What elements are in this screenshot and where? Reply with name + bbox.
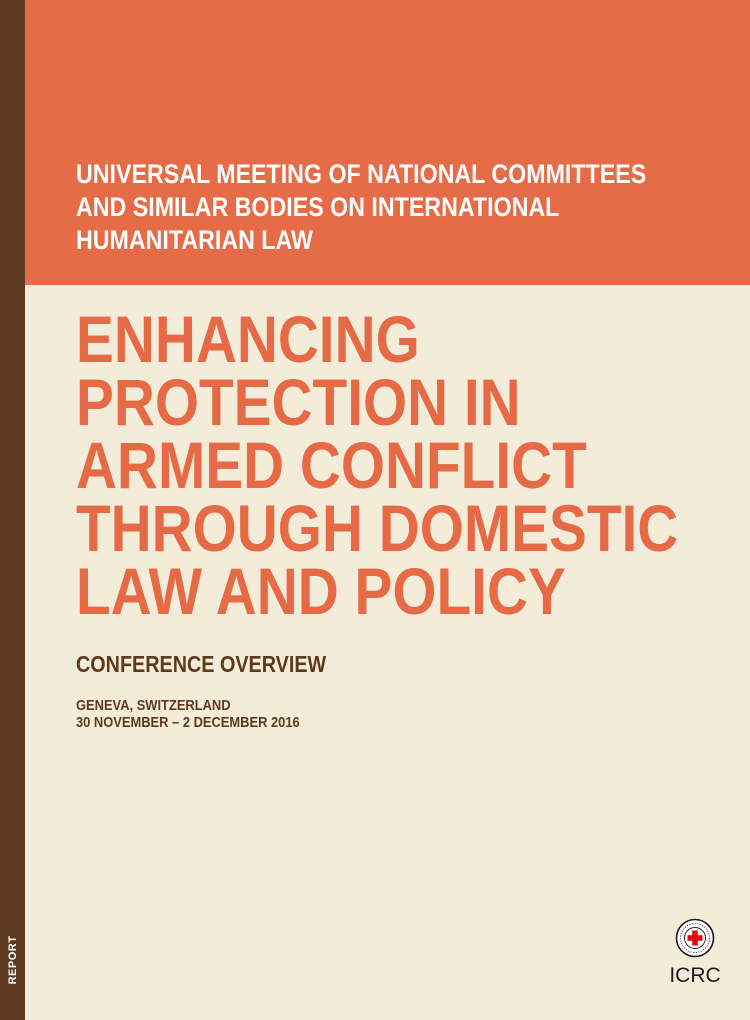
series-title	[76, 158, 647, 257]
series-title-line: UNIVERSAL MEETING OF NATIONAL COMMITTEES	[76, 159, 647, 189]
main-title-line: ENHANCING	[76, 302, 420, 376]
main-title-line: ARMED CONFLICT	[76, 428, 587, 502]
main-title	[76, 302, 679, 628]
red-cross-emblem-icon	[675, 918, 715, 958]
logo-text: ICRC	[669, 964, 721, 987]
event-details	[76, 697, 300, 731]
icrc-logo	[662, 918, 728, 994]
main-title-line: THROUGH DOMESTIC	[76, 491, 679, 565]
main-title-line: LAW AND POLICY	[76, 554, 566, 628]
subtitle: CONFERENCE OVERVIEW	[76, 651, 327, 677]
spine-label: REPORT	[7, 935, 19, 985]
event-location: GENEVA, SWITZERLAND	[76, 697, 231, 714]
report-spine	[0, 0, 25, 1020]
event-dates: 30 NOVEMBER – 2 DECEMBER 2016	[76, 714, 300, 731]
series-title-line: AND SIMILAR BODIES ON INTERNATIONAL	[76, 192, 560, 222]
series-title-line: HUMANITARIAN LAW	[76, 225, 313, 255]
main-title-line: PROTECTION IN	[76, 365, 521, 439]
